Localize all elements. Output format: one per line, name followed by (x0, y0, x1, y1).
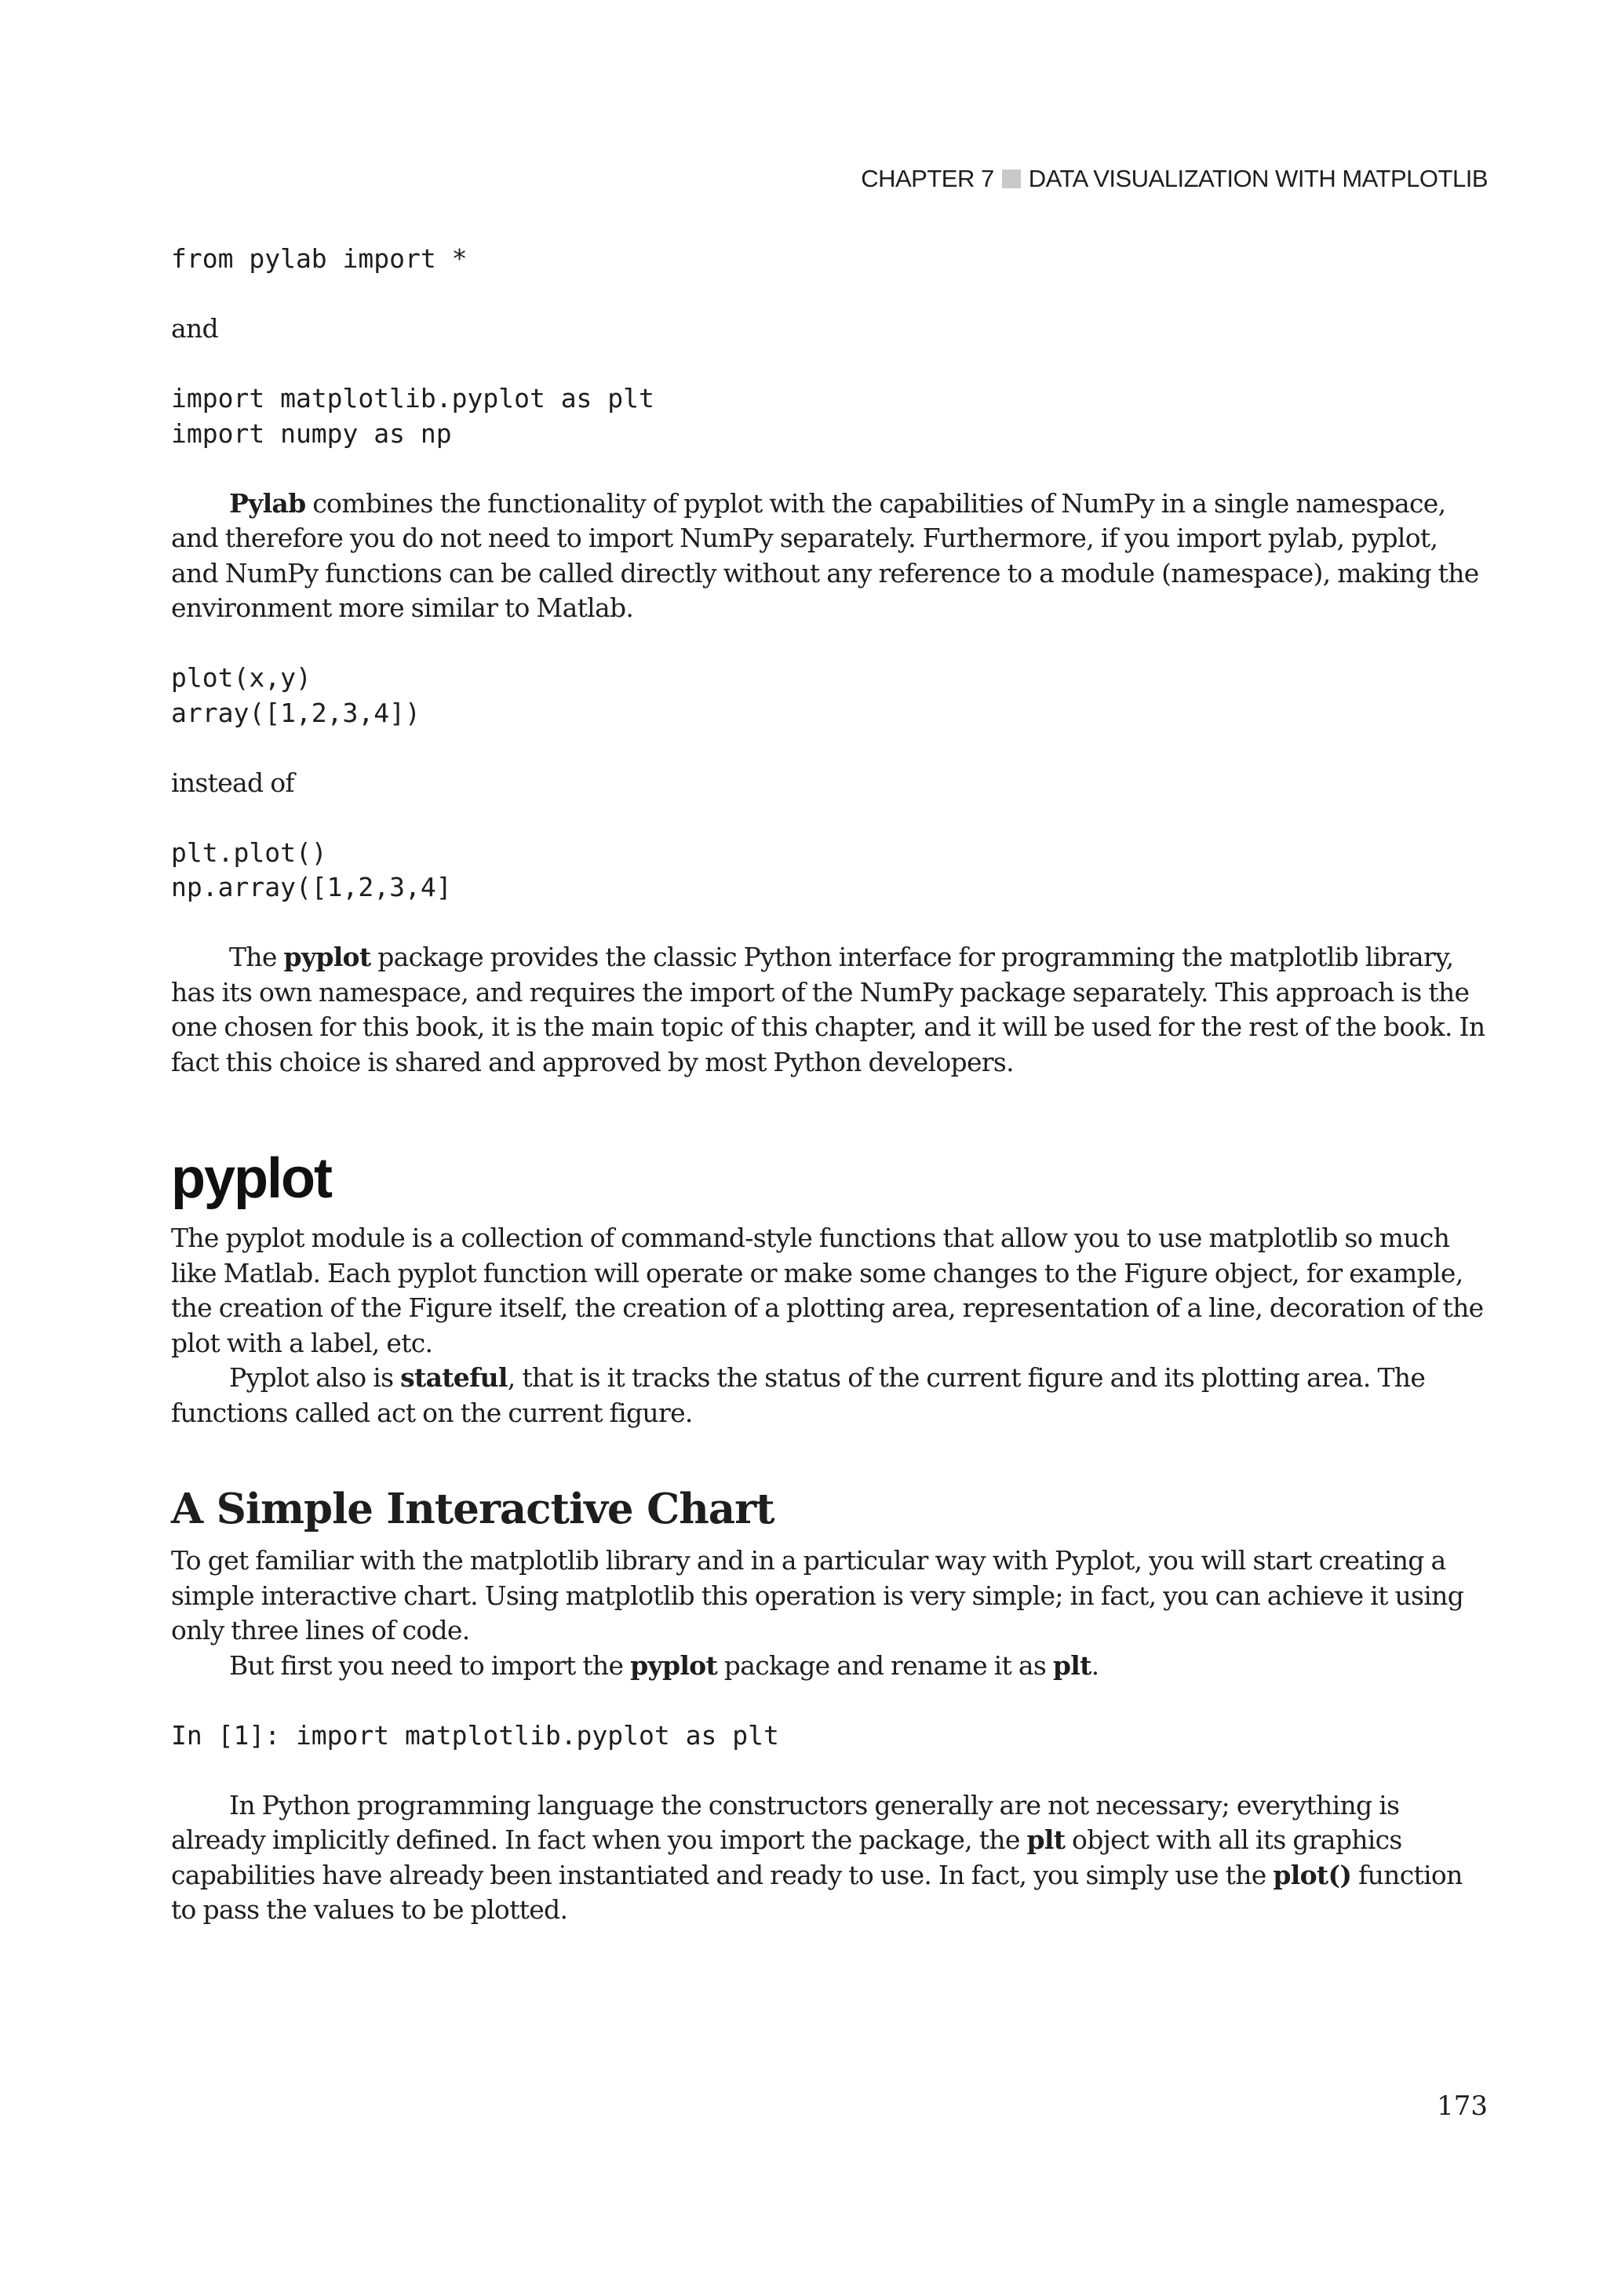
text-and: and (171, 313, 218, 344)
code-line: import matplotlib.pyplot as plt (171, 383, 654, 414)
chapter-label: CHAPTER 7 (861, 165, 994, 192)
text-instead-of: instead of (171, 767, 294, 798)
paragraph-constructors: In Python programming language the constructors generally are not necessary; everything is already implicitly defined. In fact when you import the package, the plt object with all its graphics capabilities have already been instantiated and ready to use. In fact, you simply use the plot() function to pass the values to be plotted. (171, 1789, 1463, 1925)
bold-term: pyplot (630, 1649, 718, 1681)
paragraph-pyplot-package: The pyplot package provides the classic Python interface for programming the matplotlib library, has its own namespace, and requires the import of the NumPy package separately. This approach is the one chosen for this book, it is the main topic of this chapter, and it will be used for the rest of the book. In fact this choice is shared and approved by most Python developers. (171, 942, 1485, 1077)
bold-term: Pylab (229, 487, 306, 519)
paragraph-getting-familiar: To get familiar with the matplotlib library and in a particular way with Pyplot, you will start creating a simple interactive chart. Using matplotlib this operation is very simple; in fact, you can achieve it using only three lines of code. (171, 1545, 1464, 1645)
header-separator-square (1002, 169, 1021, 188)
code-block-pylab-import: from pylab import * (171, 243, 468, 274)
code-block-pylab-usage (171, 661, 1488, 731)
section-heading-pyplot: pyplot (171, 1147, 331, 1210)
paragraph-import-pyplot: But first you need to import the pyplot package and rename it as plt. (229, 1649, 1099, 1681)
running-header (861, 165, 1488, 193)
paragraph-stateful: Pyplot also is stateful, that is it tracks the status of the current figure and its plotting area. The functions called act on the current figure. (171, 1362, 1426, 1428)
bold-term: plot() (1273, 1859, 1352, 1890)
chapter-title: DATA VISUALIZATION WITH MATPLOTLIB (1028, 165, 1488, 192)
page-content (171, 242, 1488, 1928)
code-block-imports (171, 381, 1488, 451)
code-line: plot(x,y) (171, 662, 312, 693)
code-block-in1: In [1]: import matplotlib.pyplot as plt (171, 1719, 779, 1751)
page-number: 173 (1437, 2090, 1488, 2122)
code-line: plt.plot() (171, 836, 327, 868)
paragraph-pylab: Pylab combines the functionality of pyplot with the capabilities of NumPy in a single namespace, and therefore you do not need to import NumPy separately. Furthermore, if you import pylab, pyplot, and NumPy functions can be called directly without any reference to a module (namespace), making the environment more similar to Matlab. (171, 487, 1479, 623)
code-line: np.array([1,2,3,4] (171, 872, 452, 902)
code-line: import numpy as np (171, 417, 452, 449)
bold-term: pyplot (283, 942, 371, 972)
subsection-heading-simple-chart: A Simple Interactive Chart (171, 1485, 774, 1533)
bold-term: stateful (400, 1362, 508, 1393)
code-line: array([1,2,3,4]) (171, 697, 421, 728)
bold-term: plt (1052, 1649, 1091, 1681)
paragraph-pyplot-module: The pyplot module is a collection of command-style functions that allow you to use matplotlib so much like Matlab. Each pyplot function will operate or make some changes to the Figure object, for example, the creation of the Figure itself, the creation of a plotting area, representation of a line, decoration of the plot with a label, etc. (171, 1223, 1484, 1358)
bold-term: plt (1026, 1824, 1066, 1855)
code-block-pyplot-usage (171, 836, 1488, 906)
